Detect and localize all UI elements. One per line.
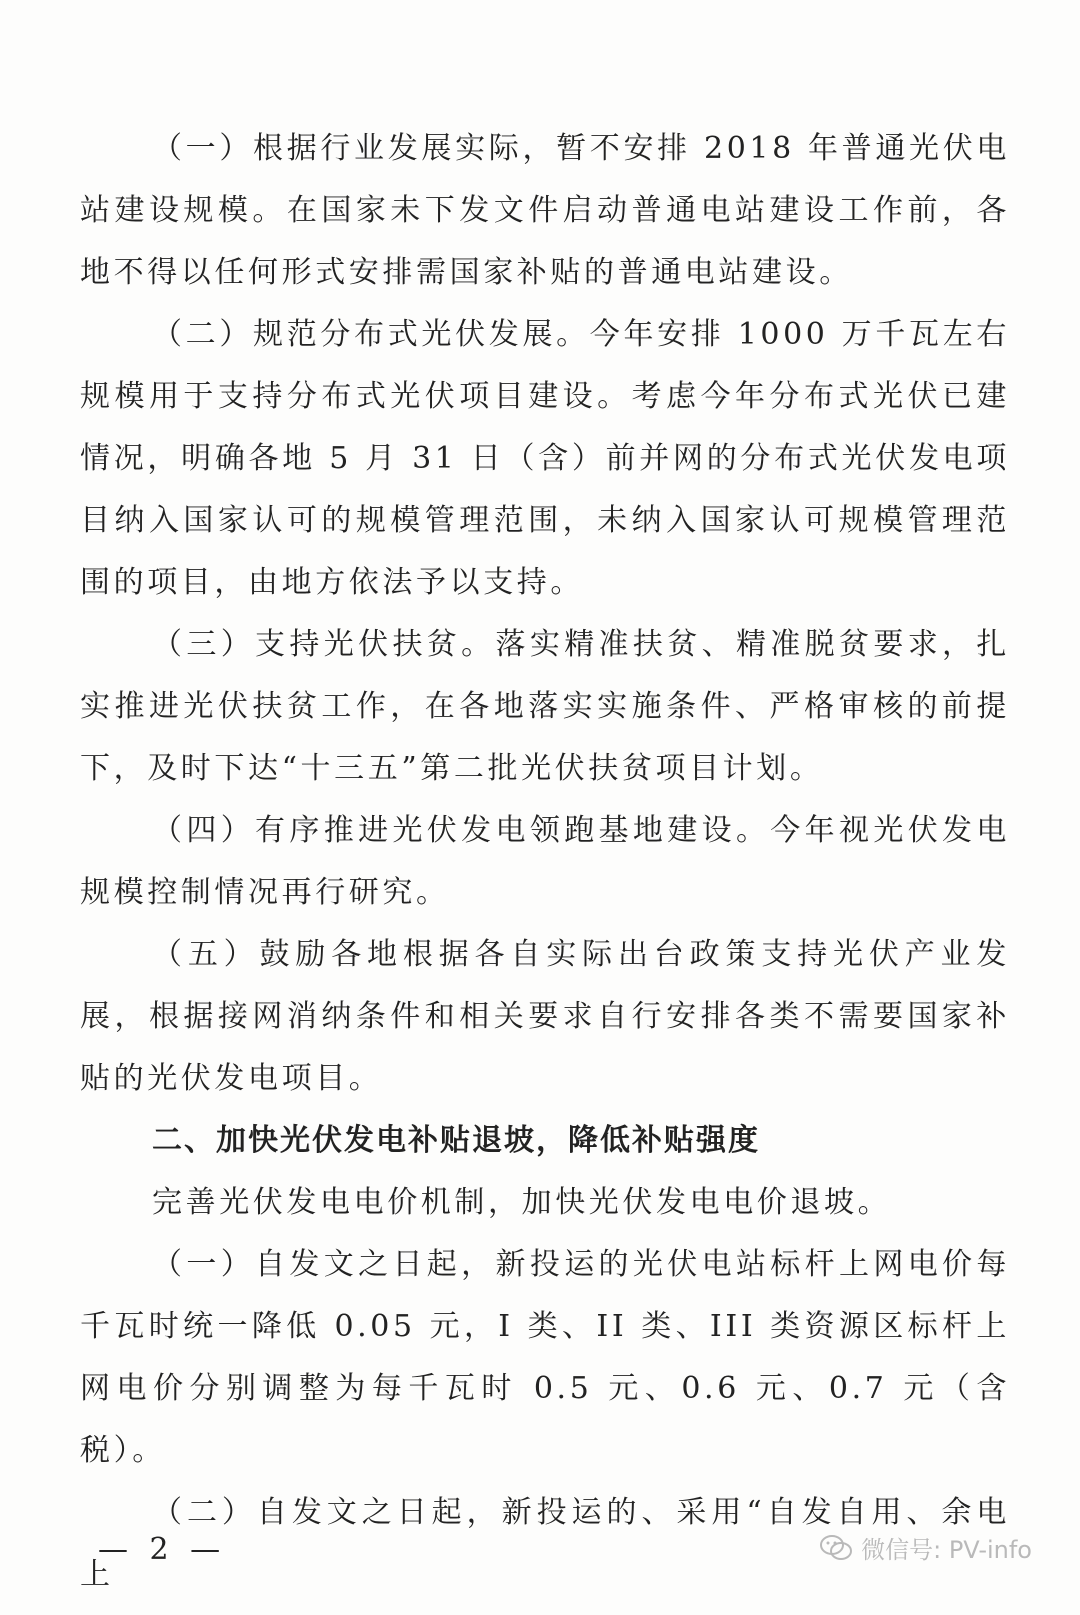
watermark <box>819 1530 1032 1565</box>
paragraph-7: （一）自发文之日起，新投运的光伏电站标杆上网电价每千瓦时统一降低 0.05 元，I 类、II 类、III 类资源区标杆上网电价分别调整为每千瓦时 0.5 元、0.6 元、0.7 元（含税）。 <box>80 1247 1010 1468</box>
paragraph-8: （二）自发文之日起，新投运的、采用“自发自用、余电上 <box>80 1495 1010 1592</box>
paragraph-6: 完善光伏发电电价机制，加快光伏发电电价退坡。 <box>152 1185 892 1220</box>
paragraph-3: （三）支持光伏扶贫。落实精准扶贫、精准脱贫要求，扎实推进光伏扶贫工作，在各地落实实施条件、严格审核的前提下，及时下达“十三五”第二批光伏扶贫项目计划。 <box>80 627 1010 786</box>
page-number: — 2 — <box>98 1532 227 1567</box>
document-body <box>80 118 1010 1606</box>
paragraph-5: （五）鼓励各地根据各自实际出台政策支持光伏产业发展，根据接网消纳条件和相关要求自行安排各类不需要国家补贴的光伏发电项目。 <box>80 937 1010 1096</box>
paragraph-4: （四）有序推进光伏发电领跑基地建设。今年视光伏发电规模控制情况再行研究。 <box>80 813 1010 910</box>
watermark-text: 微信号: PV-info <box>861 1536 1032 1564</box>
section-heading: 二、加快光伏发电补贴退坡，降低补贴强度 <box>152 1123 760 1158</box>
paragraph-2: （二）规范分布式光伏发展。今年安排 1000 万千瓦左右规模用于支持分布式光伏项目建设。考虑今年分布式光伏已建情况，明确各地 5 月 31 日（含）前并网的分布式光伏发电项目纳入国家认可的规模管理范围，未纳入国家认可规模管理范围的项目，由地方依法予以支持。 <box>80 317 1010 600</box>
paragraph-1: （一）根据行业发展实际，暂不安排 2018 年普通光伏电站建设规模。在国家未下发文件启动普通电站建设工作前，各地不得以任何形式安排需国家补贴的普通电站建设。 <box>80 131 1010 290</box>
wechat-icon <box>819 1533 853 1563</box>
